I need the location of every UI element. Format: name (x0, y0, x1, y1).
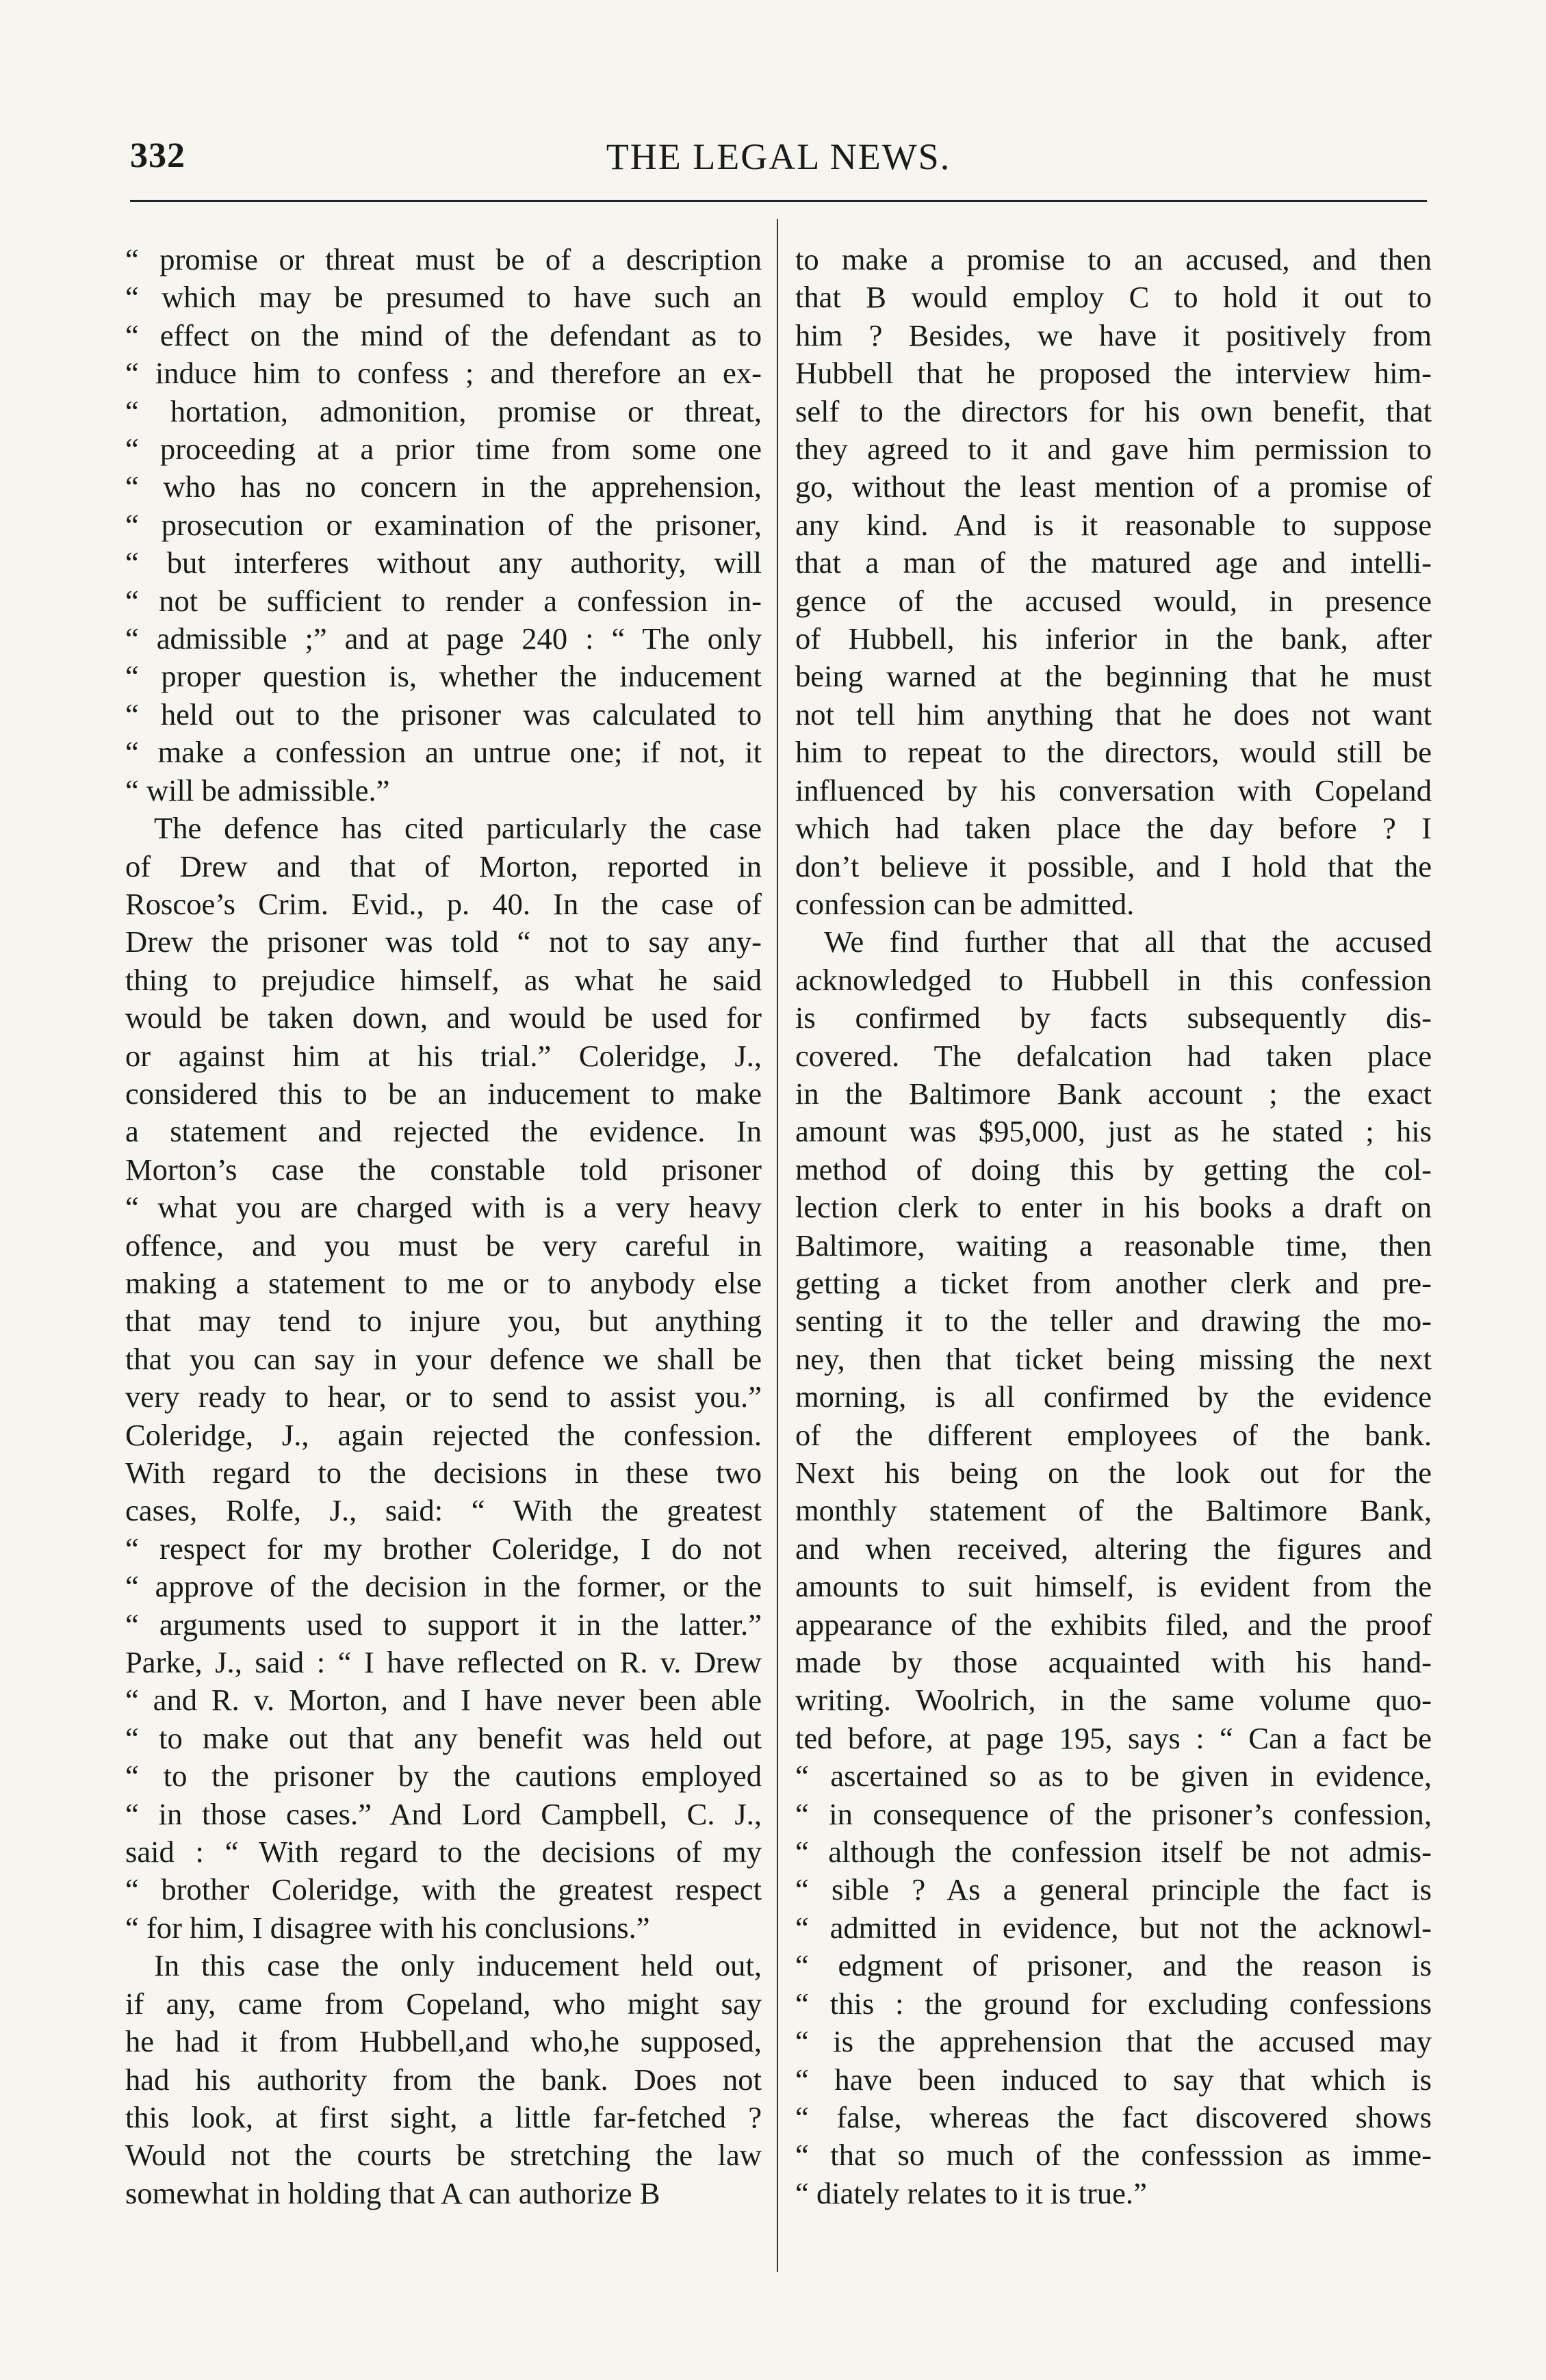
text-line: gence of the accused would, in presence (795, 583, 1432, 618)
text-line: “ which may be presumed to have such an (125, 280, 762, 315)
text-line: him to repeat to the directors, would still be (795, 735, 1432, 770)
text-line: not tell him anything that he does not want (795, 697, 1432, 732)
text-line: “ for him, I disagree with his conclusions.” (125, 1910, 650, 1945)
text-line: he had it from Hubbell,and who,he supposed, (125, 2024, 762, 2059)
text-line: that you can say in your defence we shall be (125, 1341, 762, 1376)
text-line: “ this : the ground for excluding confessions (795, 1986, 1432, 2021)
text-line: had his authority from the bank. Does not (125, 2062, 762, 2097)
text-line: “ not be sufficient to render a confession in- (125, 583, 762, 618)
text-line: “ effect on the mind of the defendant as to (125, 318, 762, 352)
text-line: that B would employ C to hold it out to (795, 280, 1432, 315)
running-title: THE LEGAL NEWS. (606, 136, 951, 177)
text-line: method of doing this by getting the col- (795, 1152, 1432, 1187)
text-line: Next his being on the look out for the (795, 1456, 1432, 1490)
left-column (125, 241, 762, 2212)
text-line: “ approve of the decision in the former, or the (125, 1569, 762, 1604)
text-line: covered. The defalcation had taken place (795, 1038, 1432, 1073)
text-line: “ arguments used to support it in the latter.” (125, 1607, 762, 1642)
text-line: “ hortation, admonition, promise or threat, (125, 393, 762, 428)
text-line: of Hubbell, his inferior in the bank, after (795, 621, 1432, 656)
text-line: “ in those cases.” And Lord Campbell, C. J., (125, 1796, 762, 1831)
text-line: don’t believe it possible, and I hold that the (795, 849, 1432, 883)
text-line: amount was $95,000, just as he stated ; his (795, 1114, 1432, 1149)
text-line: In this case the only inducement held out, (154, 1948, 762, 1983)
page-header (130, 130, 1427, 192)
text-line: Parke, J., said : “ I have reflected on R. v. Drew (125, 1645, 762, 1680)
text-line: and when received, altering the figures and (795, 1531, 1432, 1566)
text-line: writing. Woolrich, in the same volume quo- (795, 1683, 1432, 1718)
text-line: “ that so much of the confesssion as imme- (795, 2138, 1432, 2173)
text-line: Hubbell that he proposed the interview him- (795, 356, 1432, 391)
text-line: “ brother Coleridge, with the greatest respect (125, 1872, 762, 1907)
text-line: “ promise or threat must be of a description (125, 242, 762, 276)
text-line: Coleridge, J., again rejected the confession. (125, 1417, 762, 1452)
text-line: a statement and rejected the evidence. In (125, 1114, 762, 1149)
text-line: “ induce him to confess ; and therefore an ex- (125, 356, 762, 391)
text-line: “ sible ? As a general principle the fact is (795, 1872, 1432, 1907)
text-line: “ to make out that any benefit was held out (125, 1720, 762, 1755)
text-line: “ although the confession itself be not admis- (795, 1835, 1432, 1870)
text-line: of the different employees of the bank. (795, 1417, 1432, 1452)
text-line: “ what you are charged with is a very heavy (125, 1190, 762, 1225)
text-line: to make a promise to an accused, and then (795, 242, 1432, 276)
text-line: “ proper question is, whether the inducement (125, 659, 762, 694)
text-line: confession can be admitted. (795, 886, 1135, 921)
text-line: Drew the prisoner was told “ not to say any- (125, 924, 762, 959)
text-line: Would not the courts be stretching the law (125, 2138, 762, 2173)
text-line: made by those acquainted with his hand- (795, 1645, 1432, 1680)
text-line: “ admissible ;” and at page 240 : “ The only (125, 621, 762, 656)
text-line: morning, is all confirmed by the evidence (795, 1380, 1432, 1414)
text-line: which had taken place the day before ? I (795, 811, 1432, 846)
text-line: “ prosecution or examination of the prisoner, (125, 507, 762, 542)
text-line: Roscoe’s Crim. Evid., p. 40. In the case of (125, 886, 762, 921)
text-line: that a man of the matured age and intelli- (795, 545, 1432, 580)
text-line: any kind. And is it reasonable to suppose (795, 507, 1432, 542)
text-line: “ make a confession an untrue one; if not, it (125, 735, 762, 770)
page-number: 332 (130, 136, 185, 175)
text-line: monthly statement of the Baltimore Bank, (795, 1493, 1432, 1528)
text-line: senting it to the teller and drawing the mo- (795, 1304, 1432, 1338)
text-line: if any, came from Copeland, who might say (125, 1986, 762, 2021)
text-line: “ and R. v. Morton, and I have never been able (125, 1683, 762, 1718)
text-line: “ diately relates to it is true.” (795, 2175, 1147, 2210)
text-line: very ready to hear, or to send to assist you.” (125, 1380, 762, 1414)
column-divider (777, 219, 778, 2272)
text-line: self to the directors for his own benefit, that (795, 393, 1432, 428)
text-line: ney, then that ticket being missing the next (795, 1341, 1432, 1376)
text-line: “ but interferes without any authority, will (125, 545, 762, 580)
text-line: “ respect for my brother Coleridge, I do not (125, 1531, 762, 1566)
text-line: offence, and you must be very careful in (125, 1228, 762, 1263)
text-line: With regard to the decisions in these two (125, 1456, 762, 1490)
text-line: “ in consequence of the prisoner’s confession, (795, 1796, 1432, 1831)
text-line: somewhat in holding that A can authorize B (125, 2175, 660, 2210)
text-line: amounts to suit himself, is evident from the (795, 1569, 1432, 1604)
text-line: this look, at first sight, a little far-fetched ? (125, 2099, 762, 2134)
text-line: “ ascertained so as to be given in evidence, (795, 1759, 1432, 1794)
text-line: The defence has cited particularly the case (154, 811, 762, 846)
text-line: would be taken down, and would be used for (125, 1000, 762, 1035)
text-line: We find further that all that the accused (824, 924, 1432, 959)
text-line: “ proceeding at a prior time from some one (125, 432, 762, 467)
text-line: that may tend to injure you, but anything (125, 1304, 762, 1338)
text-line: “ to the prisoner by the cautions employed (125, 1759, 762, 1794)
text-line: “ have been induced to say that which is (795, 2062, 1432, 2097)
text-line: getting a ticket from another clerk and pre- (795, 1265, 1432, 1300)
text-line: “ who has no concern in the apprehension, (125, 469, 762, 504)
text-line: in the Baltimore Bank account ; the exact (795, 1076, 1432, 1111)
text-line: said : “ With regard to the decisions of my (125, 1835, 762, 1870)
text-line: influenced by his conversation with Copeland (795, 773, 1432, 807)
text-line: acknowledged to Hubbell in this confession (795, 962, 1432, 997)
text-line: cases, Rolfe, J., said: “ With the greatest (125, 1493, 762, 1528)
header-rule (130, 200, 1427, 202)
text-line: of Drew and that of Morton, reported in (125, 849, 762, 883)
text-line: “ false, whereas the fact discovered shows (795, 2099, 1432, 2134)
text-line: making a statement to me or to anybody else (125, 1265, 762, 1300)
text-line: or against him at his trial.” Coleridge, J., (125, 1038, 762, 1073)
text-line: Baltimore, waiting a reasonable time, then (795, 1228, 1432, 1263)
text-line: “ will be admissible.” (125, 773, 390, 807)
text-line: ted before, at page 195, says : “ Can a fact be (795, 1720, 1432, 1755)
text-line: “ is the apprehension that the accused may (795, 2024, 1432, 2059)
text-line: appearance of the exhibits filed, and the proof (795, 1607, 1432, 1642)
text-line: him ? Besides, we have it positively from (795, 318, 1432, 352)
text-line: go, without the least mention of a promise of (795, 469, 1432, 504)
text-line: Morton’s case the constable told prisoner (125, 1152, 762, 1187)
text-line: thing to prejudice himself, as what he said (125, 962, 762, 997)
text-line: is confirmed by facts subsequently dis- (795, 1000, 1432, 1035)
text-line: “ admitted in evidence, but not the acknowl- (795, 1910, 1432, 1945)
text-line: lection clerk to enter in his books a draft on (795, 1190, 1432, 1225)
text-line: they agreed to it and gave him permission to (795, 432, 1432, 467)
text-line: considered this to be an inducement to make (125, 1076, 762, 1111)
text-line: “ held out to the prisoner was calculated to (125, 697, 762, 732)
right-column (795, 241, 1432, 2212)
text-line: being warned at the beginning that he must (795, 659, 1432, 694)
text-line: “ edgment of prisoner, and the reason is (795, 1948, 1432, 1983)
